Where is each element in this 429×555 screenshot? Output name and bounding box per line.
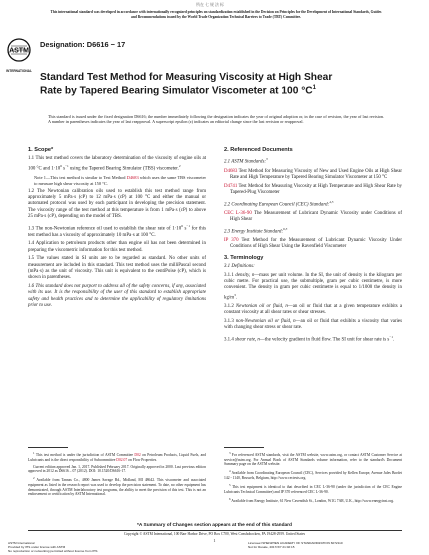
para-3-1-2: 3.1.2 Newtonian oil or fluid, n—an oil or fluid that at a given temperature exhibits a constant viscosity at all shear rates or shear stresses. <box>224 303 402 316</box>
footnote-1-edition: Current edition approved Jan. 1, 2017. Published February 2017. Originally approved in 2000. Last previous edition approved in 2012 as D6616 – 07 (2012). DOI: 10.1520/D6616-17. <box>28 464 206 474</box>
copyright-line: Copyright © ASTM International, 100 Barr Harbor Drive, PO Box C700, West Conshohocken, PA 19428-2959. United States <box>123 532 306 536</box>
page-number: 1 <box>213 538 216 543</box>
terminology-heading: 3. Terminology <box>224 254 264 261</box>
top-stamp: 所在 七 规 法 标 <box>196 2 224 7</box>
note-1-link[interactable]: D4683 <box>126 174 139 180</box>
wto-notice: This international standard was developed in accordance with internationally recognized principles on standardization established in the Decision on Principles for the Development of International Standards, Guides and Recommendations issued by the World Trade Organization Technical Barriers to Trade (TBT) Committee. <box>50 10 382 19</box>
bottom-right-license: Licensee=SHENZHEN ACADEMY OF STANDARDIZATION 6072110 Not for Resale, 2017/3/7 21:02:15 <box>248 541 343 549</box>
para-1-5: 1.5 The values stated in SI units are to be regarded as standard. No other units of measurement are included in this standard. This test method uses the milliPascal second (mPa·s) as the unit of viscosity. This unit is equivalent to the centiPoise (cP), which is shown in parentheses. <box>28 256 206 281</box>
astm-logo-subtext: INTERNATIONAL <box>6 69 32 73</box>
astm-logo-icon <box>6 38 32 68</box>
svg-text:ASTM: ASTM <box>9 47 29 55</box>
para-3-1-3: 3.1.3 non-Newtonian oil or fluid, n—an oil or fluid that exhibits a viscosity that varies with changing shear stress or shear rate. <box>224 318 402 331</box>
left-column <box>28 146 206 312</box>
scope-heading: 1. Scope* <box>28 147 54 153</box>
link-d02-07[interactable]: D02.07 <box>116 457 128 462</box>
footnote-3: $^3$ For referenced ASTM standards, visit the ASTM website, www.astm.org, or contact ASTM Customer Service at service@astm.org. For Annual Book of ASTM Standards volume information, refer to the standard's Document Summary page on the ASTM website. <box>224 451 403 467</box>
referenced-documents-heading: 2. Referenced Documents <box>224 147 293 153</box>
ref-ip370: IP 370 Test Method for the Measurement of Lubricant Dynamic Viscosity Under Conditions of High Shear Using the Ravenfield Viscometer <box>224 238 402 250</box>
footnote-rule-left <box>28 447 68 448</box>
para-1-1: 1.1 This test method covers the laboratory determination of the viscosity of engine oils at 100 °C and $1\cdot 10^6$ $s^{-1}$ using the Tapered Bearing Simulator (TBS) viscometer.$^2$ <box>28 156 206 172</box>
link-ip370[interactable]: IP 370 <box>224 238 239 244</box>
designation: Designation: D6616 − 17 <box>40 40 126 49</box>
para-2-3: 2.3 Energy Institute Standard:$^{6,5}$ <box>224 226 288 235</box>
footnote-rule-right <box>224 447 264 448</box>
para-2-1: 2.1 ASTM Standards:$^3$ <box>224 157 268 165</box>
summary-of-changes-note: *A Summary of Changes section appears at the end of this standard <box>137 523 292 528</box>
para-1-3: 1.3 The non-Newtonian reference oil used to establish the shear rate of $1\cdot 10^6$ $s^{-1}$ for this test method has a viscosity of approximately 10 mPa·s at 100 °C. <box>28 223 206 238</box>
para-3-1-4: 3.1.4 shear rate, n—the velocity gradient in fluid flow. The SI unit for shear rate is $s^{-1}$. <box>224 334 395 343</box>
para-2-2: 2.2 Coordinating European Council (CEC) Standard:$^{4,5}$ <box>224 199 334 208</box>
copyright-rule <box>28 530 402 531</box>
footnote-6: $^6$ Available from Energy Institute, 61 New Cavendish St., London, W1G 7AR, U.K., http://www.energyinst.org. <box>229 497 395 504</box>
ref-cec: CEC L-36-90 The Measurement of Lubricant Dynamic Viscosity under Conditions of High Shear <box>224 210 402 223</box>
ref-d4741: D4741 Test Method for Measuring Viscosity at High Temperature and High Shear Rate by Tapered-Plug Viscometer <box>224 183 402 195</box>
document-title <box>40 72 340 97</box>
footnote-2: $^2$ Available from Tannas Co., 4800 James Savage Rd., Midland, MI 48642. This viscometer and associated equipment as listed in the research report was used to develop the precision statement. To date, no other equipment has demonstrated, through ASTM Interlaboratory test programs, the ability to meet the precision of this test. This is not an endorsement or certification by ASTM International. <box>28 476 207 497</box>
ref-d4683: D4683 Test Method for Measuring Viscosity of New and Used Engine Oils at High Shear Rate and High Temperature by Tapered Bearing Simulator Viscometer at 150 °C <box>224 168 402 180</box>
link-d4741[interactable]: D4741 <box>224 183 238 189</box>
para-1-4: 1.4 Application to petroleum products other than engine oil has not been determined in preparing the viscometric information for this test method. <box>28 241 206 253</box>
footnote-4: $^4$ Available from Coordinating European Council (CEC), Services provided by Kellen Europe, Avenue Jules Bordet 142 - 1140, Brussels, Belgium, http://www.cectests.org. <box>224 469 402 481</box>
title-text: Standard Test Method for Measuring Viscosity at High Shear Rate by Tapered Bearing Simulator Viscometer at 100 °C <box>40 72 333 97</box>
bottom-left-license: ASTM International Provided by IHS under license with ASTM No reproduction or networking permitted without license from IHS <box>8 541 98 553</box>
para-1-2: 1.2 The Newtonian calibration oils used to establish this test method range from approximately 5 mPa·s (cP) to 12 mPa·s (cP) at 100 °C and either the manual or automated protocol was used by each participant in developing the precision statement. The viscosity range of the test method at this temperature is from 1 mPa·s (cP) to above 25 mPa·s (cP), depending on the model of TBS. <box>28 188 206 220</box>
footnote-5: $^5$ This test equipment is identical to that described in CEC L-36-90 (under the jurisdiction of the CEC Engine Lubricants Technical Committee) and IP 370 referenced CEC L-36-90. <box>224 483 402 495</box>
left-footnotes <box>28 451 206 499</box>
astm-logo <box>6 38 32 73</box>
title-footnote-mark: 1 <box>312 85 316 92</box>
note-1: Note 1—This test method is similar to Test Method D4683 which uses the same TBS viscometer to measure high shear viscosity at 150 °C. <box>34 174 206 186</box>
para-3-1: 3.1 Definitions: <box>224 264 255 270</box>
footnote-1: $^1$ This test method is under the jurisdiction of ASTM Committee D02 on Petroleum Products, Liquid Fuels, and Lubricants and is the direct responsibility of Subcommittee D02.07 on Flow Properties. <box>28 451 206 462</box>
right-column <box>224 146 402 346</box>
para-1-6: 1.6 This standard does not purport to address all of the safety concerns, if any, associated with its use. It is the responsibility of the user of this standard to establish appropriate safety and health practices and to determine the applicability of regulatory limitations prior to use. <box>28 283 206 308</box>
link-d02[interactable]: D02 <box>134 453 141 458</box>
link-d4683[interactable]: D4683 <box>224 168 238 174</box>
issue-note: This standard is issued under the fixed designation D6616; the number immediately following the designation indicates the year of original adoption or, in the case of revision, the year of last revision. A number in parentheses indicates the year of last reapproval. A superscript epsilon (ε) indicates an editorial change since the last revision or reapproval. <box>48 114 384 125</box>
para-3-1-1: 3.1.1 density, n—mass per unit volume. In the SI, the unit of density is the kilogram per cubic metre. For practical use, the submultiple, gram per cubic centimetre, is more convenient. The density in gram per cubic centimetre is equal to 1/1000 the density in $kg/m^3$. <box>224 272 402 301</box>
right-footnotes <box>224 451 402 506</box>
link-cec[interactable]: CEC L-36-90 <box>224 210 252 216</box>
